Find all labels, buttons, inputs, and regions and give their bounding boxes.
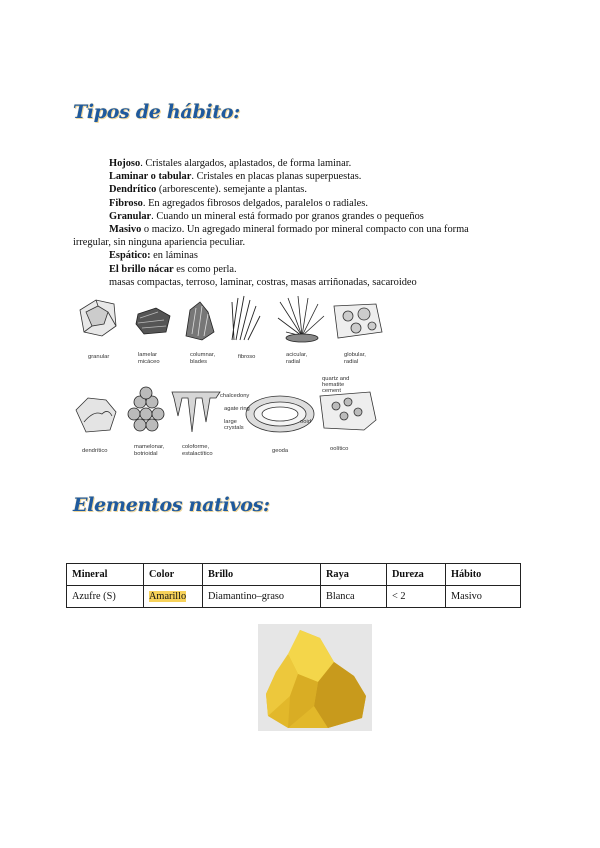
habit-line [73, 223, 513, 236]
cell-dureza: < 2 [387, 586, 446, 608]
habit-line [73, 263, 513, 276]
label-lamelar: lamelar [138, 352, 158, 358]
label-coloforme: coloforme, [182, 444, 210, 450]
cell-raya: Blanca [321, 586, 387, 608]
cell-brillo: Diamantino–graso [203, 586, 321, 608]
label-cement: cement [322, 388, 342, 394]
habit-types-figure [74, 292, 404, 462]
habit-term: Masivo [109, 224, 142, 236]
oolitico-drawing [320, 392, 376, 430]
minerals-table [66, 563, 521, 608]
habit-desc: en láminas [150, 250, 198, 262]
habit-line [73, 197, 513, 210]
label-large: large [224, 419, 237, 425]
table-header-row [67, 564, 521, 586]
label-columnar: columnar, [190, 352, 216, 358]
label-agate: agate ring [224, 406, 250, 412]
label-botrioidal: botrioidal [134, 451, 158, 457]
habit-term: Laminar o tabular [109, 171, 192, 183]
sulfur-photo [258, 624, 372, 731]
habit-line [73, 236, 513, 249]
habit-term: Hojoso [109, 158, 141, 169]
habit-desc: es como perla. [173, 263, 237, 275]
col-mineral: Mineral [67, 564, 144, 586]
fibroso-drawing [232, 296, 260, 340]
label-estalactitico: estalactítico [182, 451, 213, 457]
label-globular-radial: radial [344, 359, 359, 365]
label-chalcedony: chalcedony [220, 393, 250, 399]
habit-desc: . Cuando un mineral está formado por granos grandes o pequeños [151, 210, 424, 222]
section-title-native: Elementos nativos: [73, 494, 270, 516]
label-hematite: hematite [322, 382, 345, 388]
table-row [67, 586, 521, 608]
label-ooid: ooid [300, 419, 311, 425]
lamelar-drawing [136, 308, 170, 334]
habit-term: El brillo nácar [109, 263, 174, 275]
habit-line [73, 170, 513, 183]
cell-color [144, 586, 203, 608]
label-crystals: crystals [224, 425, 244, 431]
habit-desc: o macizo. Un agregado mineral formado por mineral compacto con una forma [141, 224, 469, 236]
label-radial: radial [286, 359, 301, 365]
habit-desc: (arborescente). semejante a plantas. [156, 184, 307, 196]
cell-habito: Masivo [446, 586, 521, 608]
habit-desc: . Cristales alargados, aplastados, de forma laminar. [140, 158, 352, 169]
granular-drawing [80, 300, 116, 336]
col-brillo: Brillo [203, 564, 321, 586]
habit-term: Granular [109, 210, 152, 222]
dendritico-drawing [76, 398, 116, 432]
label-geoda: geoda [272, 448, 289, 454]
label-globular: globular, [344, 352, 366, 358]
habit-line [73, 249, 513, 262]
acicular-drawing [278, 296, 324, 342]
label-acicular: acicular, [286, 352, 308, 358]
geoda-drawing [246, 396, 314, 432]
habit-line [73, 276, 513, 289]
habit-list [73, 157, 513, 289]
habit-term: Fibroso [109, 197, 143, 209]
habit-desc: . En agregados fibrosos delgados, paralelos o radiales. [142, 197, 368, 209]
habit-line [73, 183, 513, 196]
label-micaceo: micáceo [138, 359, 160, 365]
label-quartz: quartz and [322, 376, 350, 382]
habit-desc: masas compactas, terroso, laminar, costras, masas arriñonadas, sacaroideo [109, 276, 417, 288]
col-habito: Hábito [446, 564, 521, 586]
habit-line [73, 210, 513, 223]
habit-term: Espático: [109, 250, 151, 262]
section-title-habit: Tipos de hábito: [73, 101, 240, 123]
cell-mineral: Azufre (S) [67, 586, 144, 608]
col-dureza: Dureza [387, 564, 446, 586]
coloforme-drawing [172, 392, 220, 432]
highlighted-color-text: Amarillo [149, 591, 187, 602]
habit-line [73, 157, 513, 170]
label-oolitico: oolítico [330, 446, 349, 452]
habit-desc: . Cristales en placas planas superpuestas. [191, 171, 362, 183]
col-raya: Raya [321, 564, 387, 586]
habit-term: Dendrítico [109, 184, 157, 196]
habit-desc: irregular, sin ninguna apariencia peculiar. [73, 237, 246, 249]
label-mamelonar: mamelonar, [134, 444, 165, 450]
label-blades: blades [190, 359, 208, 365]
label-granular: granular [88, 354, 110, 360]
columnar-drawing [186, 302, 214, 340]
globular-drawing [334, 304, 382, 338]
label-fibroso: fibroso [238, 354, 256, 360]
label-dendritico: dendrítico [82, 448, 108, 454]
mamelonar-drawing [128, 387, 164, 431]
col-color: Color [144, 564, 203, 586]
